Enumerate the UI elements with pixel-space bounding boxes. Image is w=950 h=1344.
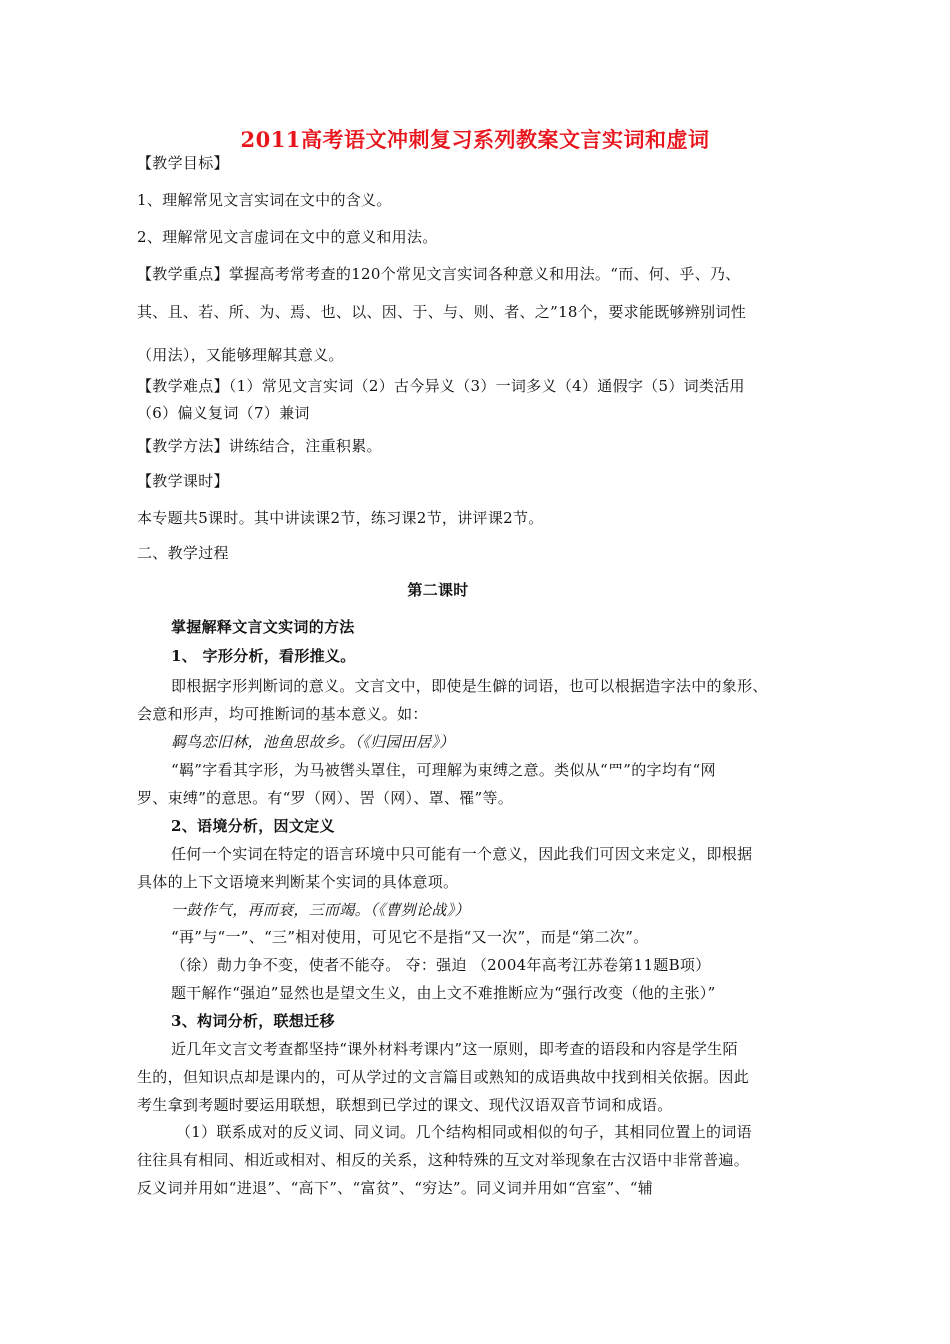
paragraph-1-line-2: 会意和形声，均可推断词的基本意义。如： [137, 705, 428, 723]
document-title: 2011高考语文冲刺复习系列教案文言实词和虚词 [240, 127, 710, 152]
paragraph-5: 题干解作“强迫”显然也是望文生义，由上文不难推断应为“强行改变（他的主张）” [171, 984, 716, 1002]
paragraph-7-line-1: （1）联系成对的反义词、同义词。几个结构相同或相似的句子，其相同位置上的词语 [176, 1123, 752, 1141]
paragraph-6-line-2: 生的，但知识点却是课内的，可从学过的文言篇目或熟知的成语典故中找到相关依据。因此 [137, 1068, 750, 1086]
method-line: 【教学方法】讲练结合，注重积累。 [137, 437, 382, 455]
periods-text: 本专题共5课时。其中讲读课2节，练习课2节，讲评课2节。 [137, 509, 544, 527]
paragraph-1-line-1: 即根据字形判断词的意义。文言文中，即使是生僻的词语，也可以根据造字法中的象形、 [171, 677, 768, 695]
paragraph-6-line-1: 近几年文言文考查都坚持“课外材料考课内”这一原则，即考查的语段和内容是学生陌 [171, 1040, 738, 1058]
example-quote-1: 羁鸟恋旧林，池鱼思故乡。（《归园田居》） [171, 733, 455, 751]
section-heading-objectives: 【教学目标】 [137, 154, 229, 172]
difficulties-line-1: 【教学难点】（1）常见文言实词（2）古今异义（3）一词多义（4）通假字（5）词类活用 [137, 377, 745, 395]
difficulties-line-2: （6）偏义复词（7）兼词 [137, 404, 310, 422]
paragraph-3-line-2: 具体的上下文语境来判断某个实词的具体意项。 [137, 873, 459, 891]
section-heading-process: 二、教学过程 [137, 544, 229, 562]
objective-2: 2、理解常见文言虚词在文中的意义和用法。 [137, 228, 438, 246]
method-heading: 掌握解释文言文实词的方法 [171, 618, 355, 636]
subheading-3: 3、构词分析，联想迁移 [171, 1012, 335, 1030]
example-quote-2: 一鼓作气，再而衰，三而竭。（《曹刿论战》） [171, 901, 470, 919]
paragraph-3-line-1: 任何一个实词在特定的语言环境中只可能有一个意义，因此我们可因文来定义，即根据 [171, 845, 753, 863]
key-points-line-1: 【教学重点】掌握高考常考查的120个常见文言实词各种意义和用法。“而、何、乎、乃、 [137, 265, 741, 283]
objective-1: 1、理解常见文言实词在文中的含义。 [137, 191, 392, 209]
paragraph-4: “再”与“一”、“三”相对使用，可见它不是指“又一次”，而是“第二次”。 [171, 928, 649, 946]
paragraph-2-line-1: “羁”字看其字形，为马被辔头罩住，可理解为束缚之意。类似从“罒”的字均有“网 [171, 761, 716, 779]
paragraph-2-line-2: 罗、束缚”的意思。有“罗（网）、罟（网）、罩、罹”等。 [137, 789, 514, 807]
paragraph-6-line-3: 考生拿到考题时要运用联想，联想到已学过的课文、现代汉语双音节词和成语。 [137, 1096, 673, 1114]
paragraph-7-line-2: 往往具有相同、相近或相对、相反的关系，这种特殊的互文对举现象在古汉语中非常普遍。 [137, 1151, 750, 1169]
paragraph-7-line-3: 反义词并用如“进退”、“高下”、“富贫”、“穷达”。同义词并用如“宫室”、“辅 [137, 1179, 654, 1197]
section-heading-periods: 【教学课时】 [137, 472, 229, 490]
key-points-line-2: 其、且、若、所、为、焉、也、以、因、于、与、则、者、之”18个，要求能既够辨别词性 [137, 303, 747, 321]
key-points-line-3: （用法），又能够理解其意义。 [137, 346, 344, 364]
subheading-1: 1、 字形分析，看形推义。 [171, 647, 356, 665]
example-quote-3: （徐）勣力争不变，使者不能夺。 夺：强迫 （2004年高考江苏卷第11题B项） [171, 956, 711, 974]
lesson-heading: 第二课时 [407, 581, 469, 599]
subheading-2: 2、语境分析，因文定义 [171, 817, 335, 835]
